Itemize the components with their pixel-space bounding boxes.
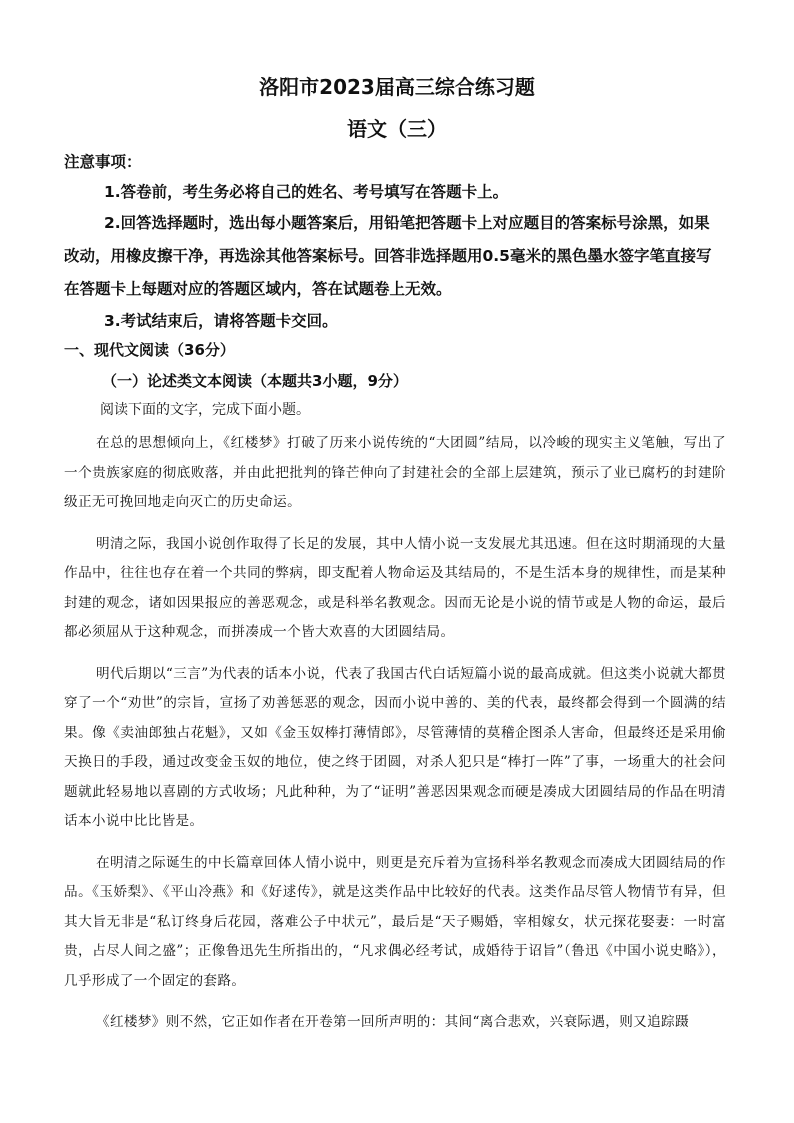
notice-heading: 注意事项： xyxy=(64,153,142,171)
reading-instruction: 阅读下面的文字，完成下面小题。 xyxy=(100,402,310,418)
notice-item-2: 2.回答选择题时，选出每小题答案后，用铅笔把答题卡上对应题目的答案标号涂黑，如果改动，用橡皮擦干净，再选涂其他答案标号。回答非选择题用0.5毫米的黑色墨水签字笔直接写在答题卡上每题对应的答题区域内，答在试题卷上无效。 xyxy=(64,214,712,298)
passage-paragraph-5: 《红楼梦》则不然，它正如作者在开卷第一回所声明的：其间“离合悲欢，兴衰际遇，则又追踪蹑 xyxy=(96,1014,689,1030)
section-heading: 一、现代文阅读（36分） xyxy=(64,341,235,359)
subject-title: 语文（三） xyxy=(347,117,447,141)
passage-paragraph-4: 在明清之际诞生的中长篇章回体人情小说中，则更是充斥着为宣扬科举名教观念而凑成大团圆结局的作品。《玉娇梨》、《平山冷燕》和《好逑传》，就是这类作品中比较好的代表。这类作品尽管人物情节有异，但其大旨无非是“私订终身后花园，落难公子中状元”，最后是“天子赐婚，宰相嫁女，状元探花娶妻：一时富贵，占尽人间之盛”；正像鲁迅先生所指出的，“凡求偶必经考试，成婚待于诏旨”（鲁迅《中国小说史略》），几乎形成了一个固定的套路。 xyxy=(64,854,726,989)
subsection-heading: （一）论述类文本阅读（本题共3小题，9分） xyxy=(102,372,408,390)
passage xyxy=(64,429,726,1050)
exam-title: 洛阳市2023届高三综合练习题 xyxy=(259,75,535,99)
passage-paragraph-2: 明清之际，我国小说创作取得了长足的发展，其中人情小说一支发展尤其迅速。但在这时期涌现的大量作品中，往往也存在着一个共同的弊病，即支配着人物命运及其结局的，不是生活本身的规律性，而是某种封建的观念，诸如因果报应的善恶观念，或是科举名教观念。因而无论是小说的情节或是人物的命运，最后都必须屈从于这种观念，而拼凑成一个皆大欢喜的大团圆结局。 xyxy=(64,535,726,640)
passage-paragraph-3: 明代后期以“三言”为代表的话本小说，代表了我国古代白话短篇小说的最高成就。但这类小说就大都贯穿了一个“劝世”的宗旨，宣扬了劝善惩恶的观念，因而小说中善的、美的代表，最终都会得到一个圆满的结果。像《卖油郎独占花魁》，又如《金玉奴棒打薄情郎》，尽管薄情的莫稽企图杀人害命，但最终还是采用偷天换日的手段，通过改变金玉奴的地位，使之终于团圆，对杀人犯只是“棒打一阵”了事，一场重大的社会问题就此轻易地以喜剧的方式收场；凡此种种，为了“证明”善恶因果观念而硬是凑成大团圆结局的作品在明清话本小说中比比皆是。 xyxy=(64,665,726,829)
notice-item-1: 1.答卷前，考生务必将自己的姓名、考号填写在答题卡上。 xyxy=(104,183,509,201)
notice-block xyxy=(64,147,724,336)
passage-paragraph-1: 在总的思想倾向上，《红楼梦》打破了历来小说传统的“大团圆”结局，以冷峻的现实主义笔触，写出了一个贵族家庭的彻底败落，并由此把批判的锋芒伸向了封建社会的全部上层建筑，预示了业已腐朽的封建阶级正无可挽回地走向灭亡的历史命运。 xyxy=(64,435,726,510)
notice-item-3: 3.考试结束后，请将答题卡交回。 xyxy=(104,312,338,330)
